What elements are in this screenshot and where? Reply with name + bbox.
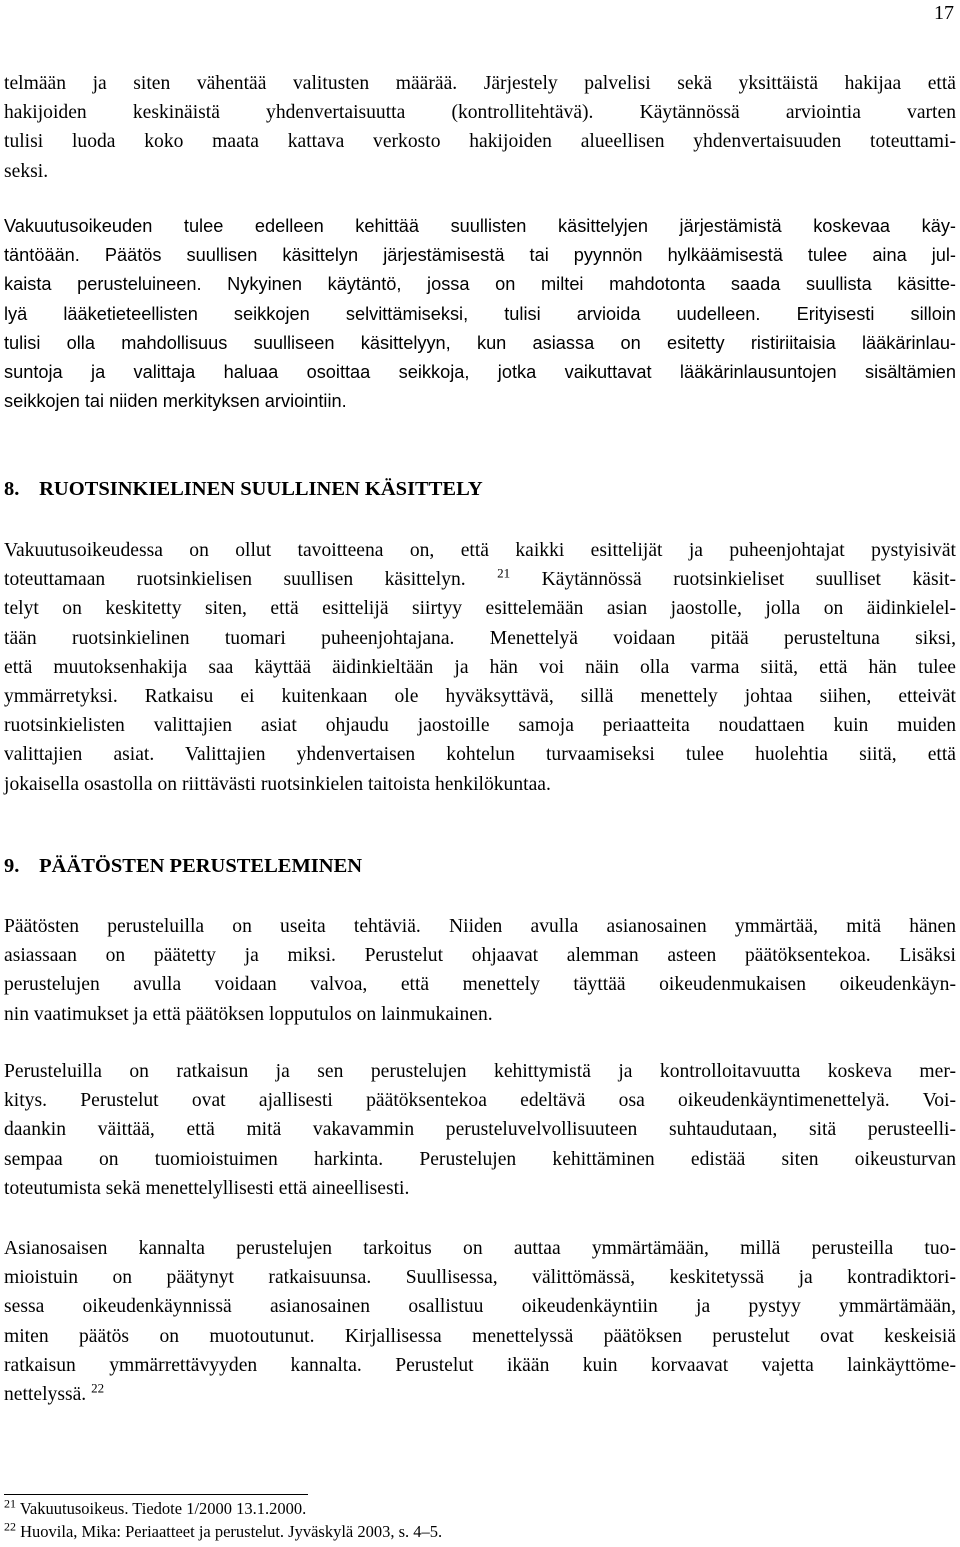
footnote-marker: 21 [4,1496,16,1511]
section-9-paragraph-3 [4,1234,956,1409]
footnote-ref-22: 22 [91,1380,105,1396]
text-line: telyt on keskitetty siten, että esittelijä siirtyy esittelemään asian jaostolle, jolla on äidinkielel- [4,598,956,620]
text-line-with-footnote [4,1380,956,1409]
footnote-21 [4,1496,307,1519]
section-9-paragraph-1 [4,912,956,1029]
text-line: mioistuin on päätynyt ratkaisuunsa. Suullisessa, välittömässä, keskitetyssä ja kontradiktori- [4,1267,956,1289]
text-line: että muutoksenhakija saa käyttää äidinkieltään ja hän voi näin olla varma siitä, että hän tulee [4,656,956,678]
text-line: Perusteluilla on ratkaisun ja sen perustelujen kehittymistä ja kontrolloitavuutta koskeva mer- [4,1061,956,1082]
text-line: tulisi olla mahdollisuus suulliseen käsittelyyn, kun asiassa on esitetty ristiriitaisia lääkärinlau- [4,332,956,353]
text-line: ratkaisun ymmärrettävyyden kannalta. Perustelut ikään kuin korvaavat vajetta lainkäyttöme- [4,1354,956,1376]
section-8-paragraph [4,536,956,799]
text-line: lyä lääketieteellisten seikkojen selvittämiseksi, tulisi arvioida uudelleen. Erityisesti silloin [4,303,956,324]
text-line: suntoja ja valittaja haluaa osoittaa seikkoja, jotka vaikuttavat lääkärinlausuntojen sisältämien [4,362,956,383]
footnote-ref-21: 21 [497,565,511,581]
text-line: hakijoiden keskinäistä yhdenvertaisuutta (kontrollitehtävä). Käytännössä arviointia varten [4,102,956,124]
text-line: daankin väittää, että mitä vakavammin perusteluvelvollisuuteen suhtaudutaan, sitä perusteelli- [4,1119,956,1141]
text-line: asiassaan on päätetty ja miksi. Perustelut ohjaavat alemman asteen päätöksentekoa. Lisäksi [4,945,956,967]
footnote-text: Huovila, Mika: Periaatteet ja perustelut. Jyväskylä 2003, s. 4–5. [20,1522,443,1541]
text-line: sessa oikeudenkäynnissä asianosainen osallistuu oikeudenkäyntiin ja pystyy ymmärtämään, [4,1296,956,1318]
text-line: sempaa on tuomioistuimen harkinta. Perustelujen kehittäminen edistää siten oikeusturvan [4,1148,956,1170]
section-9-heading [4,855,362,878]
text-line: kaista perusteluineen. Nykyinen käytäntö, jossa on miltei mahdotonta saada suullista käsitte- [4,274,956,295]
footnote-divider [4,1494,308,1495]
text-line: täntöään. Päätös suullisen käsittelyn järjestämisestä tai pyynnön hylkäämisestä tulee aina jul- [4,245,956,266]
text-line: miten päätös on muotoutunut. Kirjallisessa menettelyssä päätöksen perustelut ovat keskeisiä [4,1325,956,1347]
text-line: seikkojen tai niiden merkityksen arviointiin. [4,391,347,412]
section-title: PÄÄTÖSTEN PERUSTELEMINEN [39,855,363,877]
text-line: ymmärretyksi. Ratkaisu ei kuitenkaan ole hyväksyttävä, sillä menettely johtaa siihen, etteivät [4,686,956,708]
section-8-heading [4,478,483,501]
text-line: ruotsinkielisten valittajien asiat ohjaudu jaostoille samoja periaatteita noudattaen kuin muiden [4,715,956,737]
section-number: 9. [4,855,20,877]
text-line: perustelujen avulla voidaan valvoa, että menettely täyttää oikeudenmukaisen oikeudenkäyn- [4,974,956,996]
text-line: tään ruotsinkielinen tuomari puheenjohtajana. Menettelyä voidaan pitää perusteltuna siksi, [4,627,956,649]
footnote-marker: 22 [4,1519,16,1534]
footnote-22 [4,1519,443,1542]
text-line: valittajien asiat. Valittajien yhdenvertaisen kohtelun turvaamiseksi tulee huolehtia siitä, että [4,744,956,766]
text-line: tulisi luoda koko maata kattava verkosto hakijoiden alueellisen yhdenvertaisuuden toteuttami- [4,131,956,153]
text-line: jokaisella osastolla on riittävästi ruotsinkielen taitoista henkilökuntaa. [4,773,551,795]
section-9-paragraph-2 [4,1057,956,1203]
text-line: seksi. [4,160,49,182]
footnote-text: Vakuutusoikeus. Tiedote 1/2000 13.1.2000. [19,1499,307,1518]
text-fragment: toteuttamaan ruotsinkielisen suullisen käsittelyn. [4,569,466,591]
text-line-with-footnote [4,565,956,594]
section-title: RUOTSINKIELINEN SUULLINEN KÄSITTELY [39,478,483,500]
text-line: Asianosaisen kannalta perustelujen tarkoitus on auttaa ymmärtämään, millä perusteilla tuo- [4,1238,956,1259]
section-number: 8. [4,478,20,500]
text-line: Vakuutusoikeudessa on ollut tavoitteena on, että kaikki esittelijät ja puheenjohtajat pystyisivät [4,540,956,561]
text-line: toteutumista sekä menettelyllisesti että aineellisesti. [4,1177,410,1199]
text-fragment: Käytännössä ruotsinkieliset suulliset käsit- [510,569,956,591]
page-number: 17 [934,2,954,24]
text-line: telmään ja siten vähentää valitusten määrää. Järjestely palvelisi sekä yksittäistä hakijaa että [4,73,956,94]
text-line: Päätösten perusteluilla on useita tehtäviä. Niiden avulla asianosainen ymmärtää, mitä hänen [4,916,956,937]
paragraph-oral-hearing [4,212,956,416]
text-line: nin vaatimukset ja että päätöksen lopputulos on lainmukainen. [4,1003,493,1025]
paragraph-intro [4,69,956,186]
text-line: kitys. Perustelut ovat ajallisesti päätöksentekoa edeltävä osa oikeudenkäyntimenettelyä. Voi- [4,1090,956,1112]
text-line: Vakuutusoikeuden tulee edelleen kehittää suullisten käsittelyjen järjestämistä koskevaa käy- [4,216,956,236]
text-fragment: nettelyssä. [4,1384,87,1406]
